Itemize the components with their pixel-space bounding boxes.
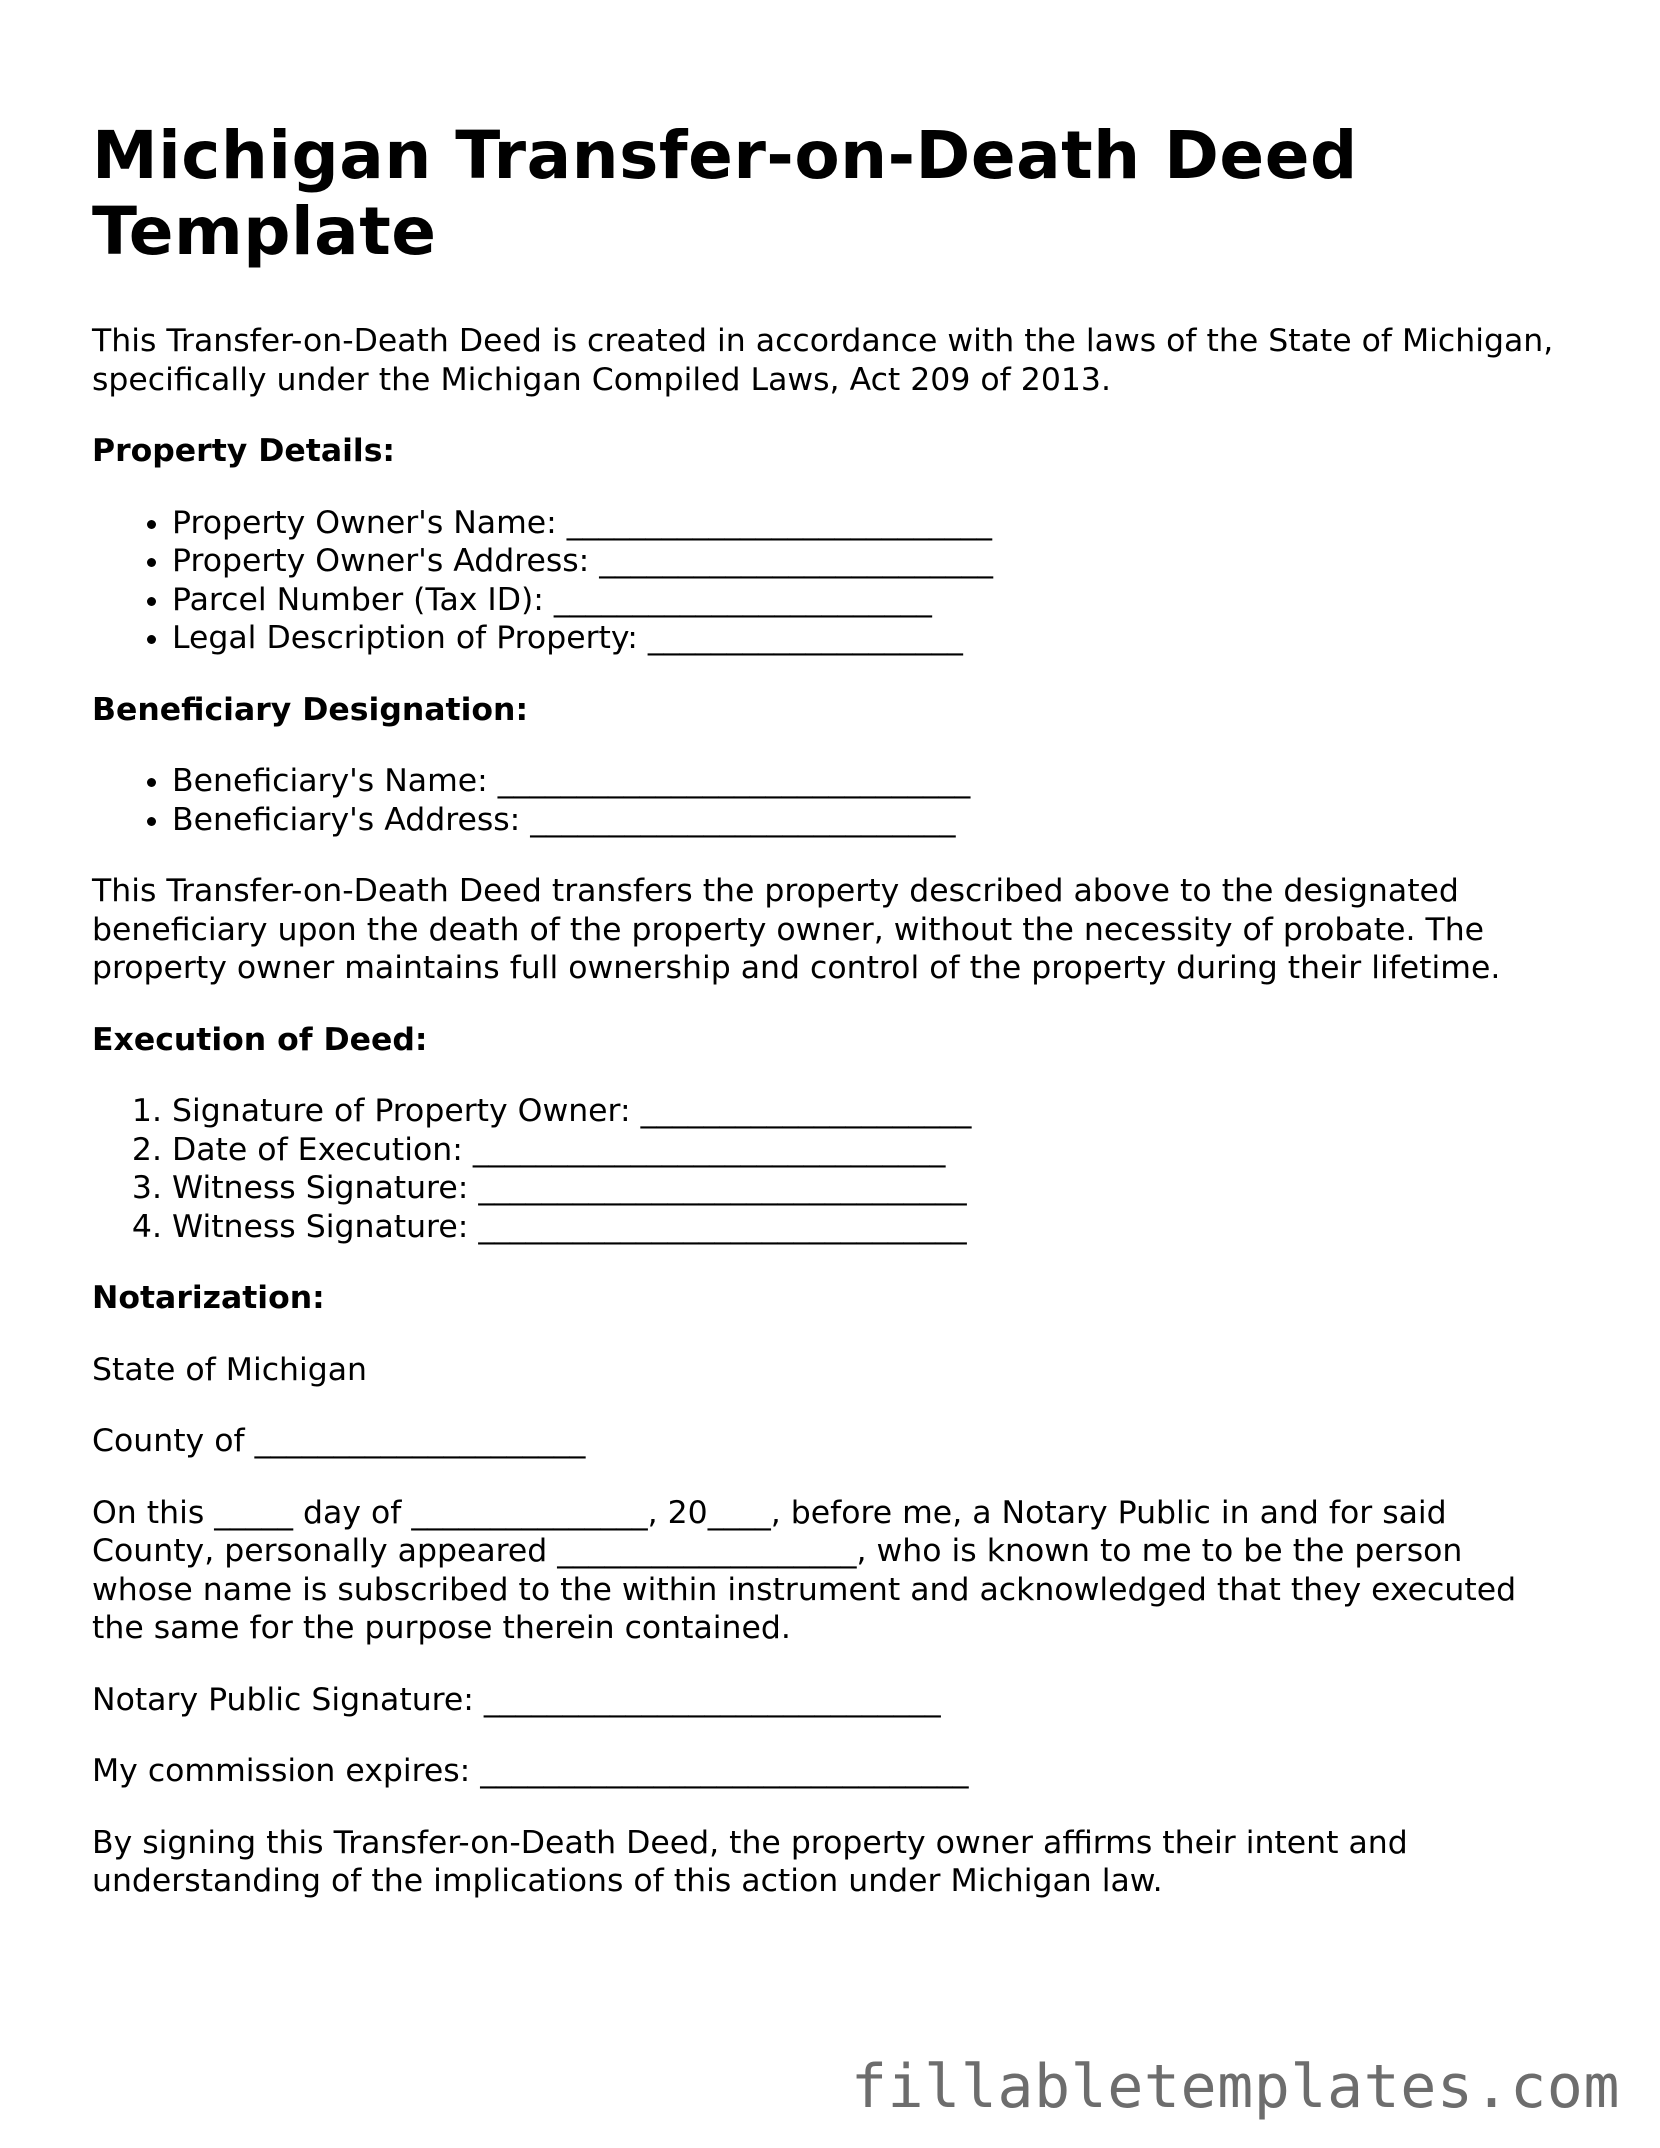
notary-signature-field: Notary Public Signature: _____________________________ [92, 1681, 941, 1718]
transfer-paragraph: This Transfer-on-Death Deed transfers the property described above to the designated beneficiary upon the death of the property owner, without the necessity of probate. The property owner maintains full ownership and control of the property during their lifetime. [92, 873, 1501, 986]
witness-signature-field: 3. Witness Signature: _______________________________ [172, 1169, 1572, 1208]
owner-signature-field: 1. Signature of Property Owner: _____________________ [172, 1092, 1572, 1131]
commission-expires-field: My commission expires: _______________________________ [92, 1753, 969, 1789]
execution-list [92, 1092, 1572, 1246]
witness-signature-field: 4. Witness Signature: _______________________________ [172, 1208, 1572, 1247]
notary-state: State of Michigan [92, 1351, 367, 1388]
beneficiary-list [92, 762, 1572, 839]
property-owner-name-field: • Property Owner's Name: ___________________________ [172, 504, 1572, 543]
property-owner-address-field: • Property Owner's Address: _________________________ [172, 542, 1572, 581]
beneficiary-address-field: • Beneficiary's Address: ___________________________ [172, 801, 1572, 840]
execution-date-field: 2. Date of Execution: ______________________________ [172, 1131, 1572, 1170]
watermark: fillabletemplates.com [850, 2052, 1620, 2122]
legal-description-field: • Legal Description of Property: ____________________ [172, 619, 1572, 658]
document-page [92, 118, 1572, 1934]
document-title: Michigan Transfer-on-Death Deed Template [92, 117, 1358, 270]
intro-paragraph: This Transfer-on-Death Deed is created in accordance with the laws of the State of Michigan, specifically under the Michigan Compiled Laws, Act 209 of 2013. [92, 323, 1554, 398]
execution-heading: Execution of Deed: [92, 1021, 428, 1058]
notary-county-field: County of _____________________ [92, 1423, 586, 1459]
property-details-heading: Property Details: [92, 433, 396, 469]
beneficiary-name-field: • Beneficiary's Name: ______________________________ [172, 762, 1572, 801]
beneficiary-designation-heading: Beneficiary Designation: [92, 691, 529, 728]
notary-acknowledgment: On this _____ day of _______________, 20____, before me, a Notary Public in and for said County, personally appeared ___________________, who is known to me to be the person whose name is subscribed to the within instrument and acknowledged that they executed the same for the purpose therein contained. [92, 1494, 1517, 1646]
property-details-list [92, 504, 1572, 658]
notarization-heading: Notarization: [92, 1280, 325, 1316]
closing-paragraph: By signing this Transfer-on-Death Deed, the property owner affirms their intent and understanding of the implications of this action under Michigan law. [92, 1824, 1408, 1899]
parcel-number-field: • Parcel Number (Tax ID): ________________________ [172, 581, 1572, 620]
